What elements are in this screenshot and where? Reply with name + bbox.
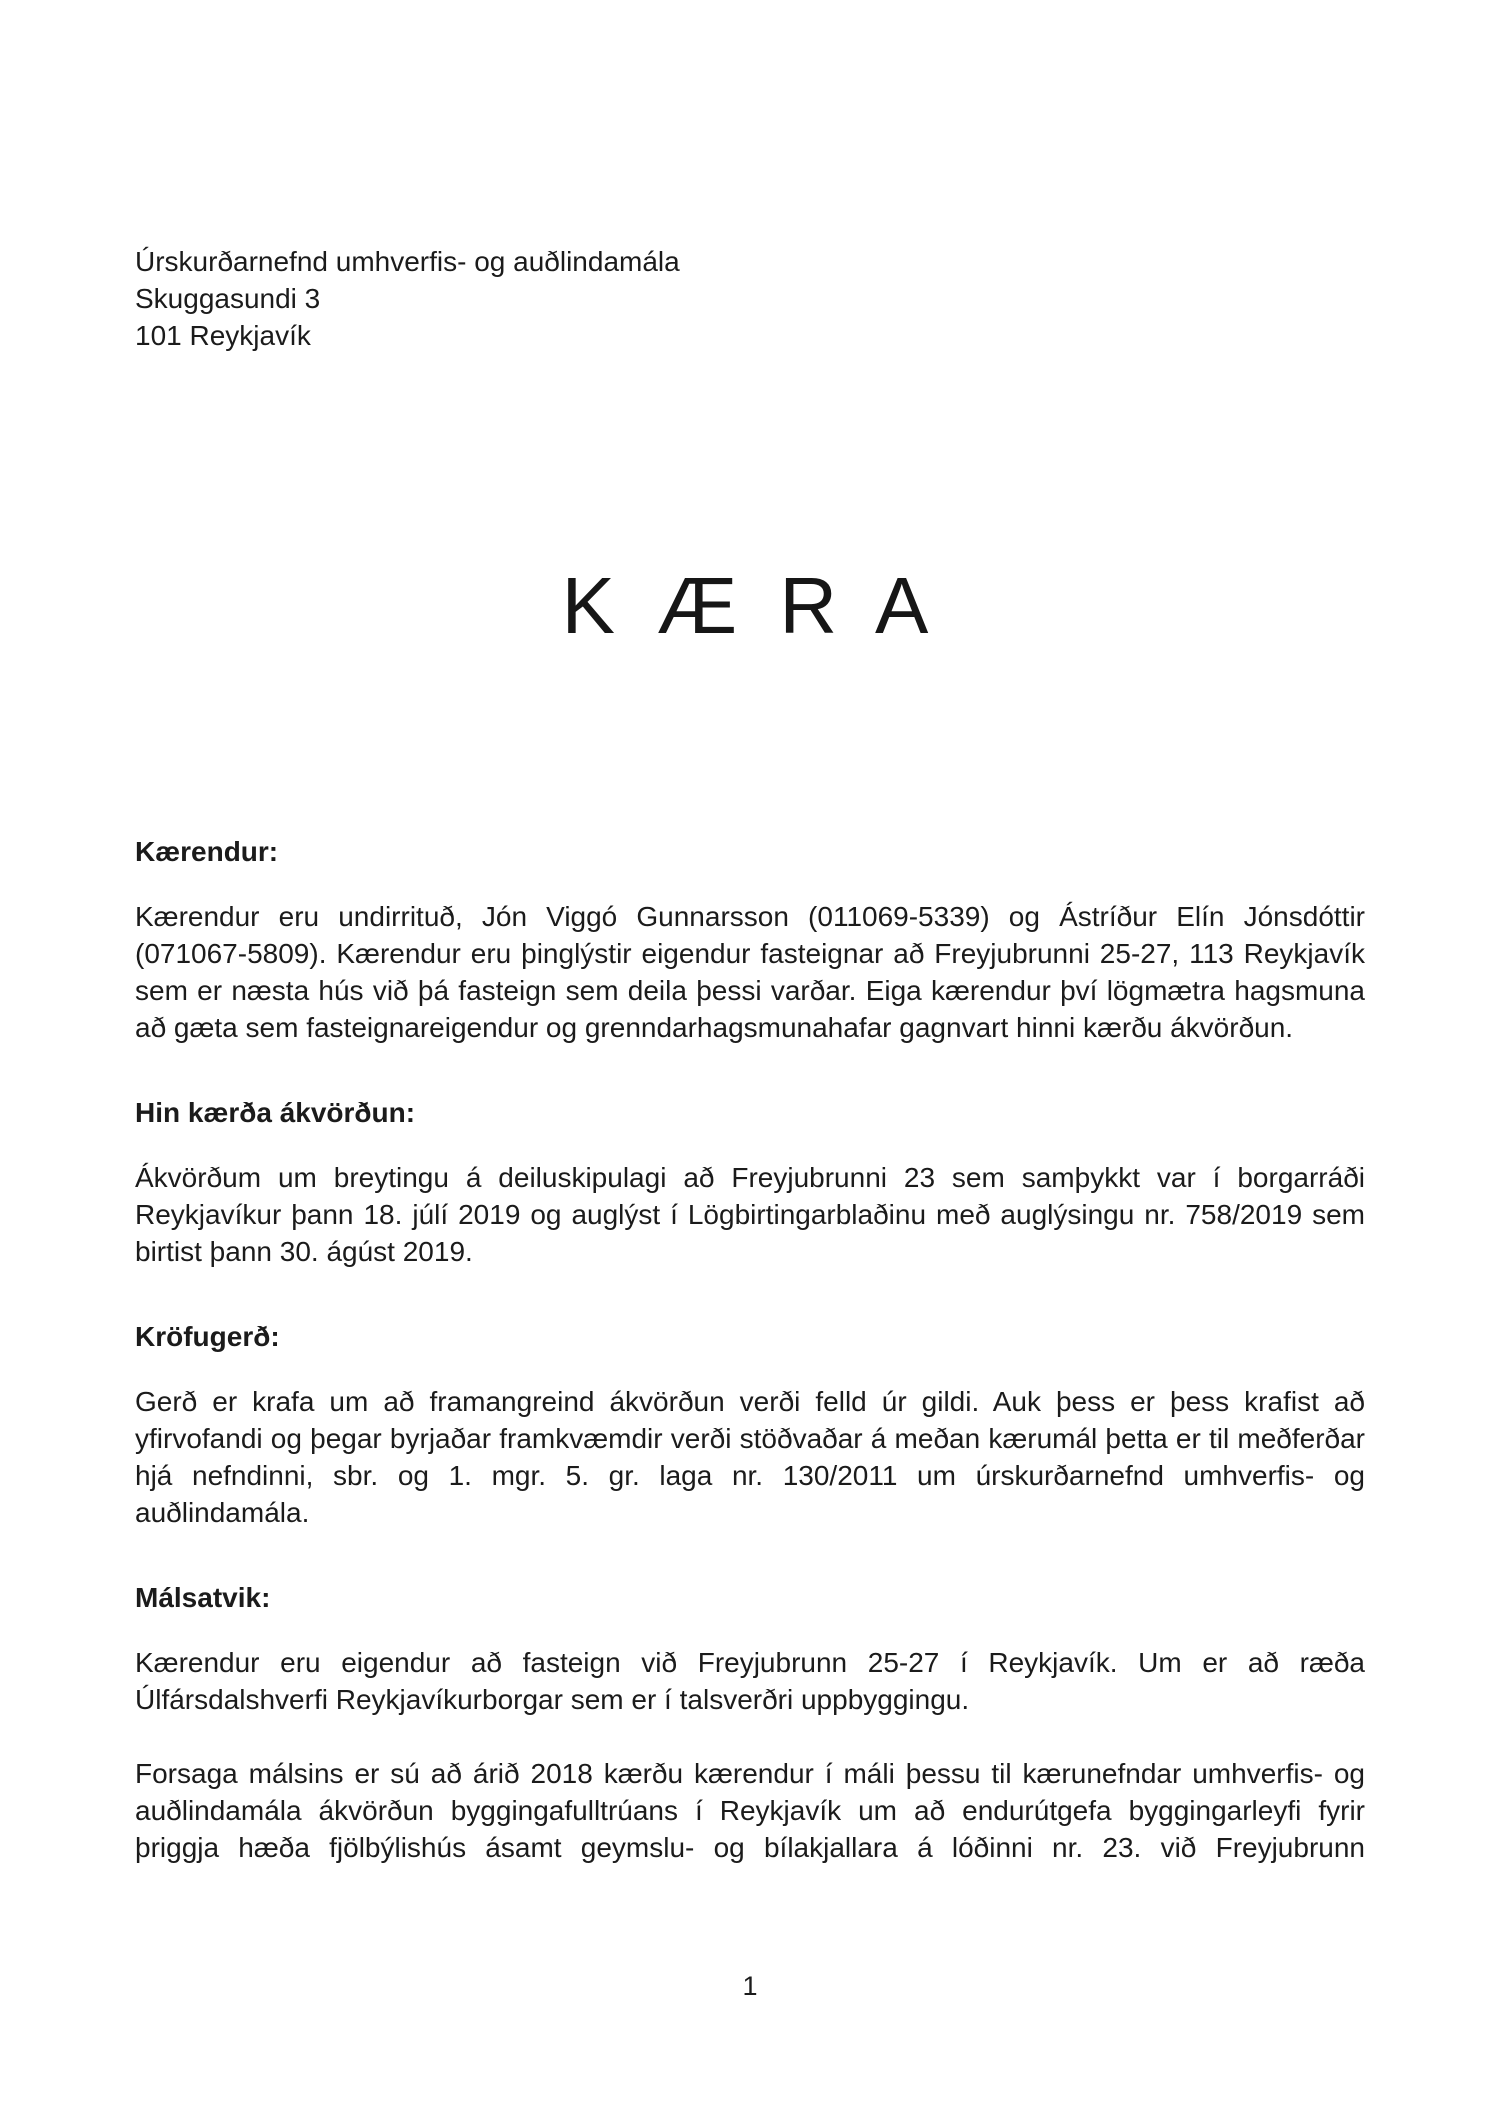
paragraph-malsatvik-1: Kærendur eru eigendur að fasteign við Freyjubrunn 25-27 í Reykjavík. Um er að ræða Úlfársdalshverfi Reykjavíkurborgar sem er í talsverðri uppbyggingu. xyxy=(135,1647,1365,1715)
page-number: 1 xyxy=(742,1971,758,2001)
section-heading-krofugerd: Kröfugerð: xyxy=(135,1321,280,1352)
recipient-address-block xyxy=(135,243,1365,354)
recipient-street: Skuggasundi 3 xyxy=(135,283,321,314)
paragraph-hin-kaerda-akvordun: Ákvörðum um breytingu á deiluskipulagi að Freyjubrunni 23 sem samþykkt var í borgarráði Reykjavíkur þann 18. júlí 2019 og auglýst í Lögbirtingarblaðinu með auglýsingu nr. 758/2019 sem birtist þann 30. ágúst 2019. xyxy=(135,1162,1365,1267)
paragraph-kaerendur: Kærendur eru undirrituð, Jón Viggó Gunnarsson (011069-5339) og Ástríður Elín Jónsdóttir (071067-5809). Kærendur eru þinglýstir eigendur fasteignar að Freyjubrunni 25-27, 113 Reykjavík sem er næsta hús við þá fasteign sem deila þessi varðar. Eiga kærendur því lögmætra hagsmuna að gæta sem fasteignareigendur og grenndarhagsmunahafar gagnvart hinni kærðu ákvörðun. xyxy=(135,901,1365,1043)
document-title: K Æ R A xyxy=(561,561,939,650)
paragraph-krofugerd: Gerð er krafa um að framangreind ákvörðun verði felld úr gildi. Auk þess er þess krafist að yfirvofandi og þegar byrjaðar framkvæmdir verði stöðvaðar á meðan kærumál þetta er til meðferðar hjá nefndinni, sbr. og 1. mgr. 5. gr. laga nr. 130/2011 um úrskurðarnefnd umhverfis- og auðlindamála. xyxy=(135,1386,1365,1528)
recipient-city: 101 Reykjavík xyxy=(135,320,311,351)
section-heading-malsatvik: Málsatvik: xyxy=(135,1582,271,1613)
recipient-name: Úrskurðarnefnd umhverfis- og auðlindamála xyxy=(135,246,680,277)
section-heading-hin-kaerda-akvordun: Hin kærða ákvörðun: xyxy=(135,1097,416,1128)
section-heading-kaerendur: Kærendur: xyxy=(135,836,279,867)
paragraph-malsatvik-2: Forsaga málsins er sú að árið 2018 kærðu kærendur í máli þessu til kærunefndar umhverfis- og auðlindamála ákvörðun byggingafulltrúans í Reykjavík um að endurútgefa byggingarleyfi fyrir þriggja hæða fjölbýlishús ásamt geymslu- og bílakjallara á lóðinni nr. 23. við Freyjubrunn xyxy=(135,1758,1365,1863)
